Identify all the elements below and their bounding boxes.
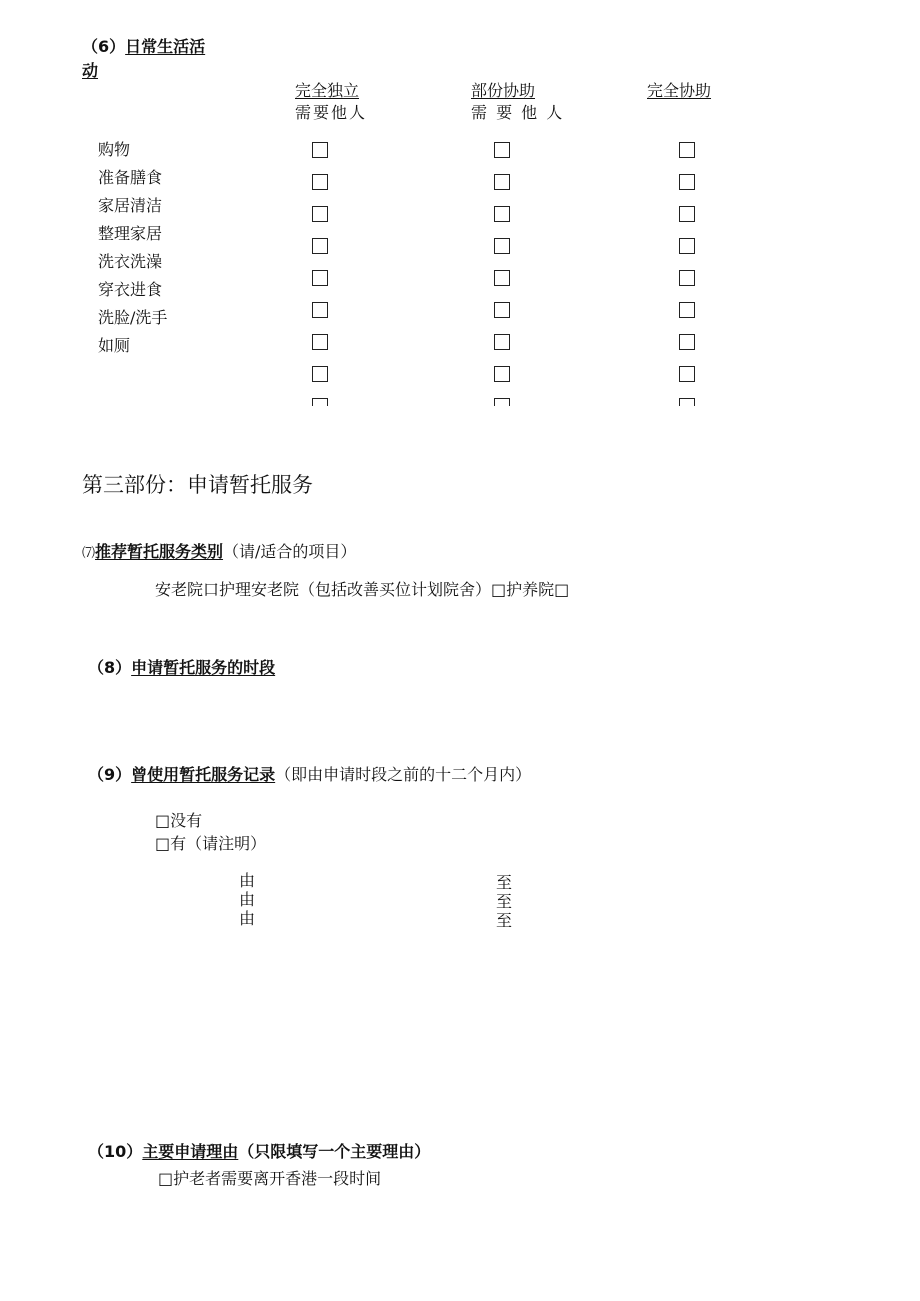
- checkbox[interactable]: [312, 206, 328, 222]
- row-label-laundry-bathing: 洗衣洗澡: [98, 252, 163, 271]
- checkbox[interactable]: [312, 302, 328, 318]
- checkbox[interactable]: [679, 174, 695, 190]
- checkbox[interactable]: [494, 334, 510, 350]
- section8-title: 申请暂托服务的时段: [131, 658, 276, 677]
- row-label-cleaning: 家居清洁: [98, 196, 163, 215]
- section7-number: ⑺: [82, 546, 96, 561]
- row-label-dressing-eating: 穿衣进食: [98, 280, 163, 299]
- section10-heading: [88, 1139, 430, 1162]
- row-label-toilet: 如厕: [98, 336, 131, 355]
- checkbox[interactable]: [494, 270, 510, 286]
- row-label-washing: 洗脸/洗手: [98, 308, 168, 327]
- checkbox[interactable]: [679, 334, 695, 350]
- checkbox[interactable]: [312, 366, 328, 382]
- checkbox[interactable]: [679, 206, 695, 222]
- checkbox[interactable]: [679, 366, 695, 382]
- section9-heading: [88, 762, 531, 785]
- part3-heading: 第三部份：申请暂托服务: [82, 473, 313, 497]
- checkbox[interactable]: [679, 398, 695, 406]
- section6-heading: [82, 34, 205, 57]
- checkbox[interactable]: [679, 302, 695, 318]
- checkbox[interactable]: [312, 174, 328, 190]
- section9-title: 曾使用暂托服务记录: [131, 765, 276, 784]
- checkbox[interactable]: [494, 142, 510, 158]
- section7-options[interactable]: 安老院口护理安老院（包括改善买位计划院舍）□护养院□: [155, 580, 570, 599]
- section10-title: 主要申请理由: [142, 1142, 239, 1161]
- section9-option-no[interactable]: □没有: [155, 811, 203, 830]
- checkbox[interactable]: [679, 142, 695, 158]
- section8-heading: [88, 655, 275, 678]
- section9-number: （9）: [88, 765, 132, 784]
- column-header-partial: [471, 80, 564, 124]
- checkbox[interactable]: [494, 174, 510, 190]
- column-header-line1: 完全独立: [295, 81, 360, 100]
- row-label-tidying: 整理家居: [98, 224, 163, 243]
- section7-title: 推荐暂托服务类别: [95, 542, 224, 561]
- column-header-independent: [295, 80, 367, 124]
- checkbox[interactable]: [679, 270, 695, 286]
- checkbox[interactable]: [312, 334, 328, 350]
- section6-title-line2: 动: [82, 61, 99, 80]
- column-header-line2: 需要他人: [295, 103, 368, 122]
- checkbox[interactable]: [494, 398, 510, 406]
- row-label-shopping: 购物: [98, 140, 131, 159]
- section10-option-leave-hk[interactable]: □护老者需要离开香港一段时间: [158, 1169, 382, 1188]
- checkbox[interactable]: [494, 206, 510, 222]
- checkbox[interactable]: [312, 270, 328, 286]
- section9-to-label: 至至至: [495, 873, 512, 930]
- checkbox[interactable]: [494, 302, 510, 318]
- checkbox[interactable]: [494, 366, 510, 382]
- section6-title-line1: 日常生活活: [125, 37, 206, 56]
- section9-option-yes[interactable]: □有（请注明）: [155, 834, 267, 853]
- column-header-line1: 完全协助: [647, 81, 712, 100]
- checkbox[interactable]: [679, 238, 695, 254]
- column-header-full: [647, 80, 711, 102]
- section8-number: （8）: [88, 658, 132, 677]
- checkbox[interactable]: [494, 238, 510, 254]
- section9-note: （即由申请时段之前的十二个月内）: [275, 765, 532, 784]
- section10-note: （只限填写一个主要理由）: [238, 1142, 431, 1161]
- section7-heading: [82, 539, 356, 562]
- checkbox[interactable]: [312, 238, 328, 254]
- section7-note: （请/适合的项目）: [223, 542, 357, 561]
- section6-number: （6）: [82, 37, 126, 56]
- column-header-line2: 需 要 他 人: [471, 103, 565, 122]
- section9-from-label: 由由由: [238, 871, 255, 928]
- checkbox[interactable]: [312, 398, 328, 406]
- section10-number: （10）: [88, 1142, 143, 1161]
- row-label-meal-prep: 准备膳食: [98, 168, 163, 187]
- column-header-line1: 部份协助: [471, 81, 536, 100]
- checkbox[interactable]: [312, 142, 328, 158]
